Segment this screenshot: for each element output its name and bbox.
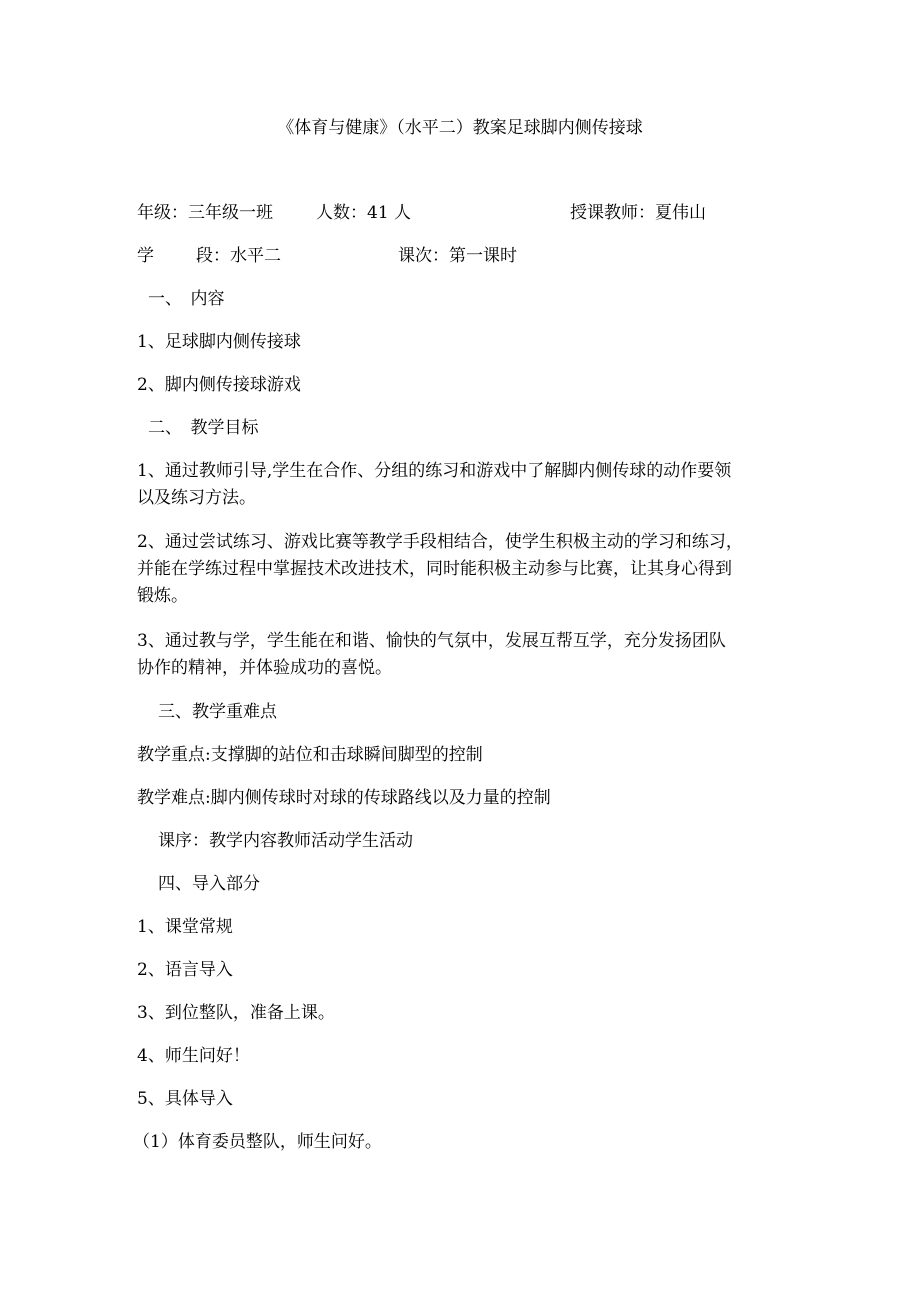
intro-item: 4、师生问好！ xyxy=(137,1046,250,1066)
section-heading-content: 一、 内容 xyxy=(148,289,225,309)
teacher-field: 授课教师：夏伟山 xyxy=(570,203,706,223)
content-item: 2、脚内侧传接球游戏 xyxy=(137,375,301,395)
intro-item: 5、具体导入 xyxy=(137,1089,233,1109)
intro-sub-item: （1）体育委员整队，师生问好。 xyxy=(133,1132,382,1152)
goal-2-line-3: 锻炼。 xyxy=(137,586,188,606)
stage-value: 段：水平二 xyxy=(196,246,281,266)
intro-item: 3、到位整队，准备上课。 xyxy=(137,1003,335,1023)
goal-1-line-1: 1、通过教师引导,学生在合作、分组的练习和游戏中了解脚内侧传球的动作要领 xyxy=(137,461,732,481)
student-count-field: 人数：41 人 xyxy=(316,203,412,223)
section-heading-goals: 二、 教学目标 xyxy=(148,418,259,438)
section-heading-intro: 四、导入部分 xyxy=(158,874,260,894)
goal-3-line-1: 3、通过教与学，学生能在和谐、愉快的气氛中，发展互帮互学，充分发扬团队 xyxy=(137,631,726,651)
goal-3-line-2: 协作的精神，并体验成功的喜悦。 xyxy=(137,658,392,678)
stage-label: 学 xyxy=(137,246,154,266)
grade-field: 年级：三年级一班 xyxy=(137,203,273,223)
intro-item: 1、课堂常规 xyxy=(137,917,233,937)
goal-1-line-2: 以及练习方法。 xyxy=(137,488,256,508)
lesson-order: 课序：教学内容教师活动学生活动 xyxy=(158,831,413,851)
section-heading-key-points: 三、教学重难点 xyxy=(158,702,277,722)
key-point: 教学重点:支撑脚的站位和击球瞬间脚型的控制 xyxy=(137,745,483,765)
intro-item: 2、语言导入 xyxy=(137,960,233,980)
lesson-field: 课次：第一课时 xyxy=(398,246,517,266)
difficult-point: 教学难点:脚内侧传球时对球的传球路线以及力量的控制 xyxy=(137,788,551,808)
goal-2-line-2: 并能在学练过程中掌握技术改进技术，同时能积极主动参与比赛，让其身心得到 xyxy=(137,559,732,579)
content-item: 1、足球脚内侧传接球 xyxy=(137,332,301,352)
goal-2-line-1: 2、通过尝试练习、游戏比赛等教学手段相结合，使学生积极主动的学习和练习， xyxy=(137,532,743,552)
document-title: 《体育与健康》（水平二）教案足球脚内侧传接球 xyxy=(277,118,643,138)
